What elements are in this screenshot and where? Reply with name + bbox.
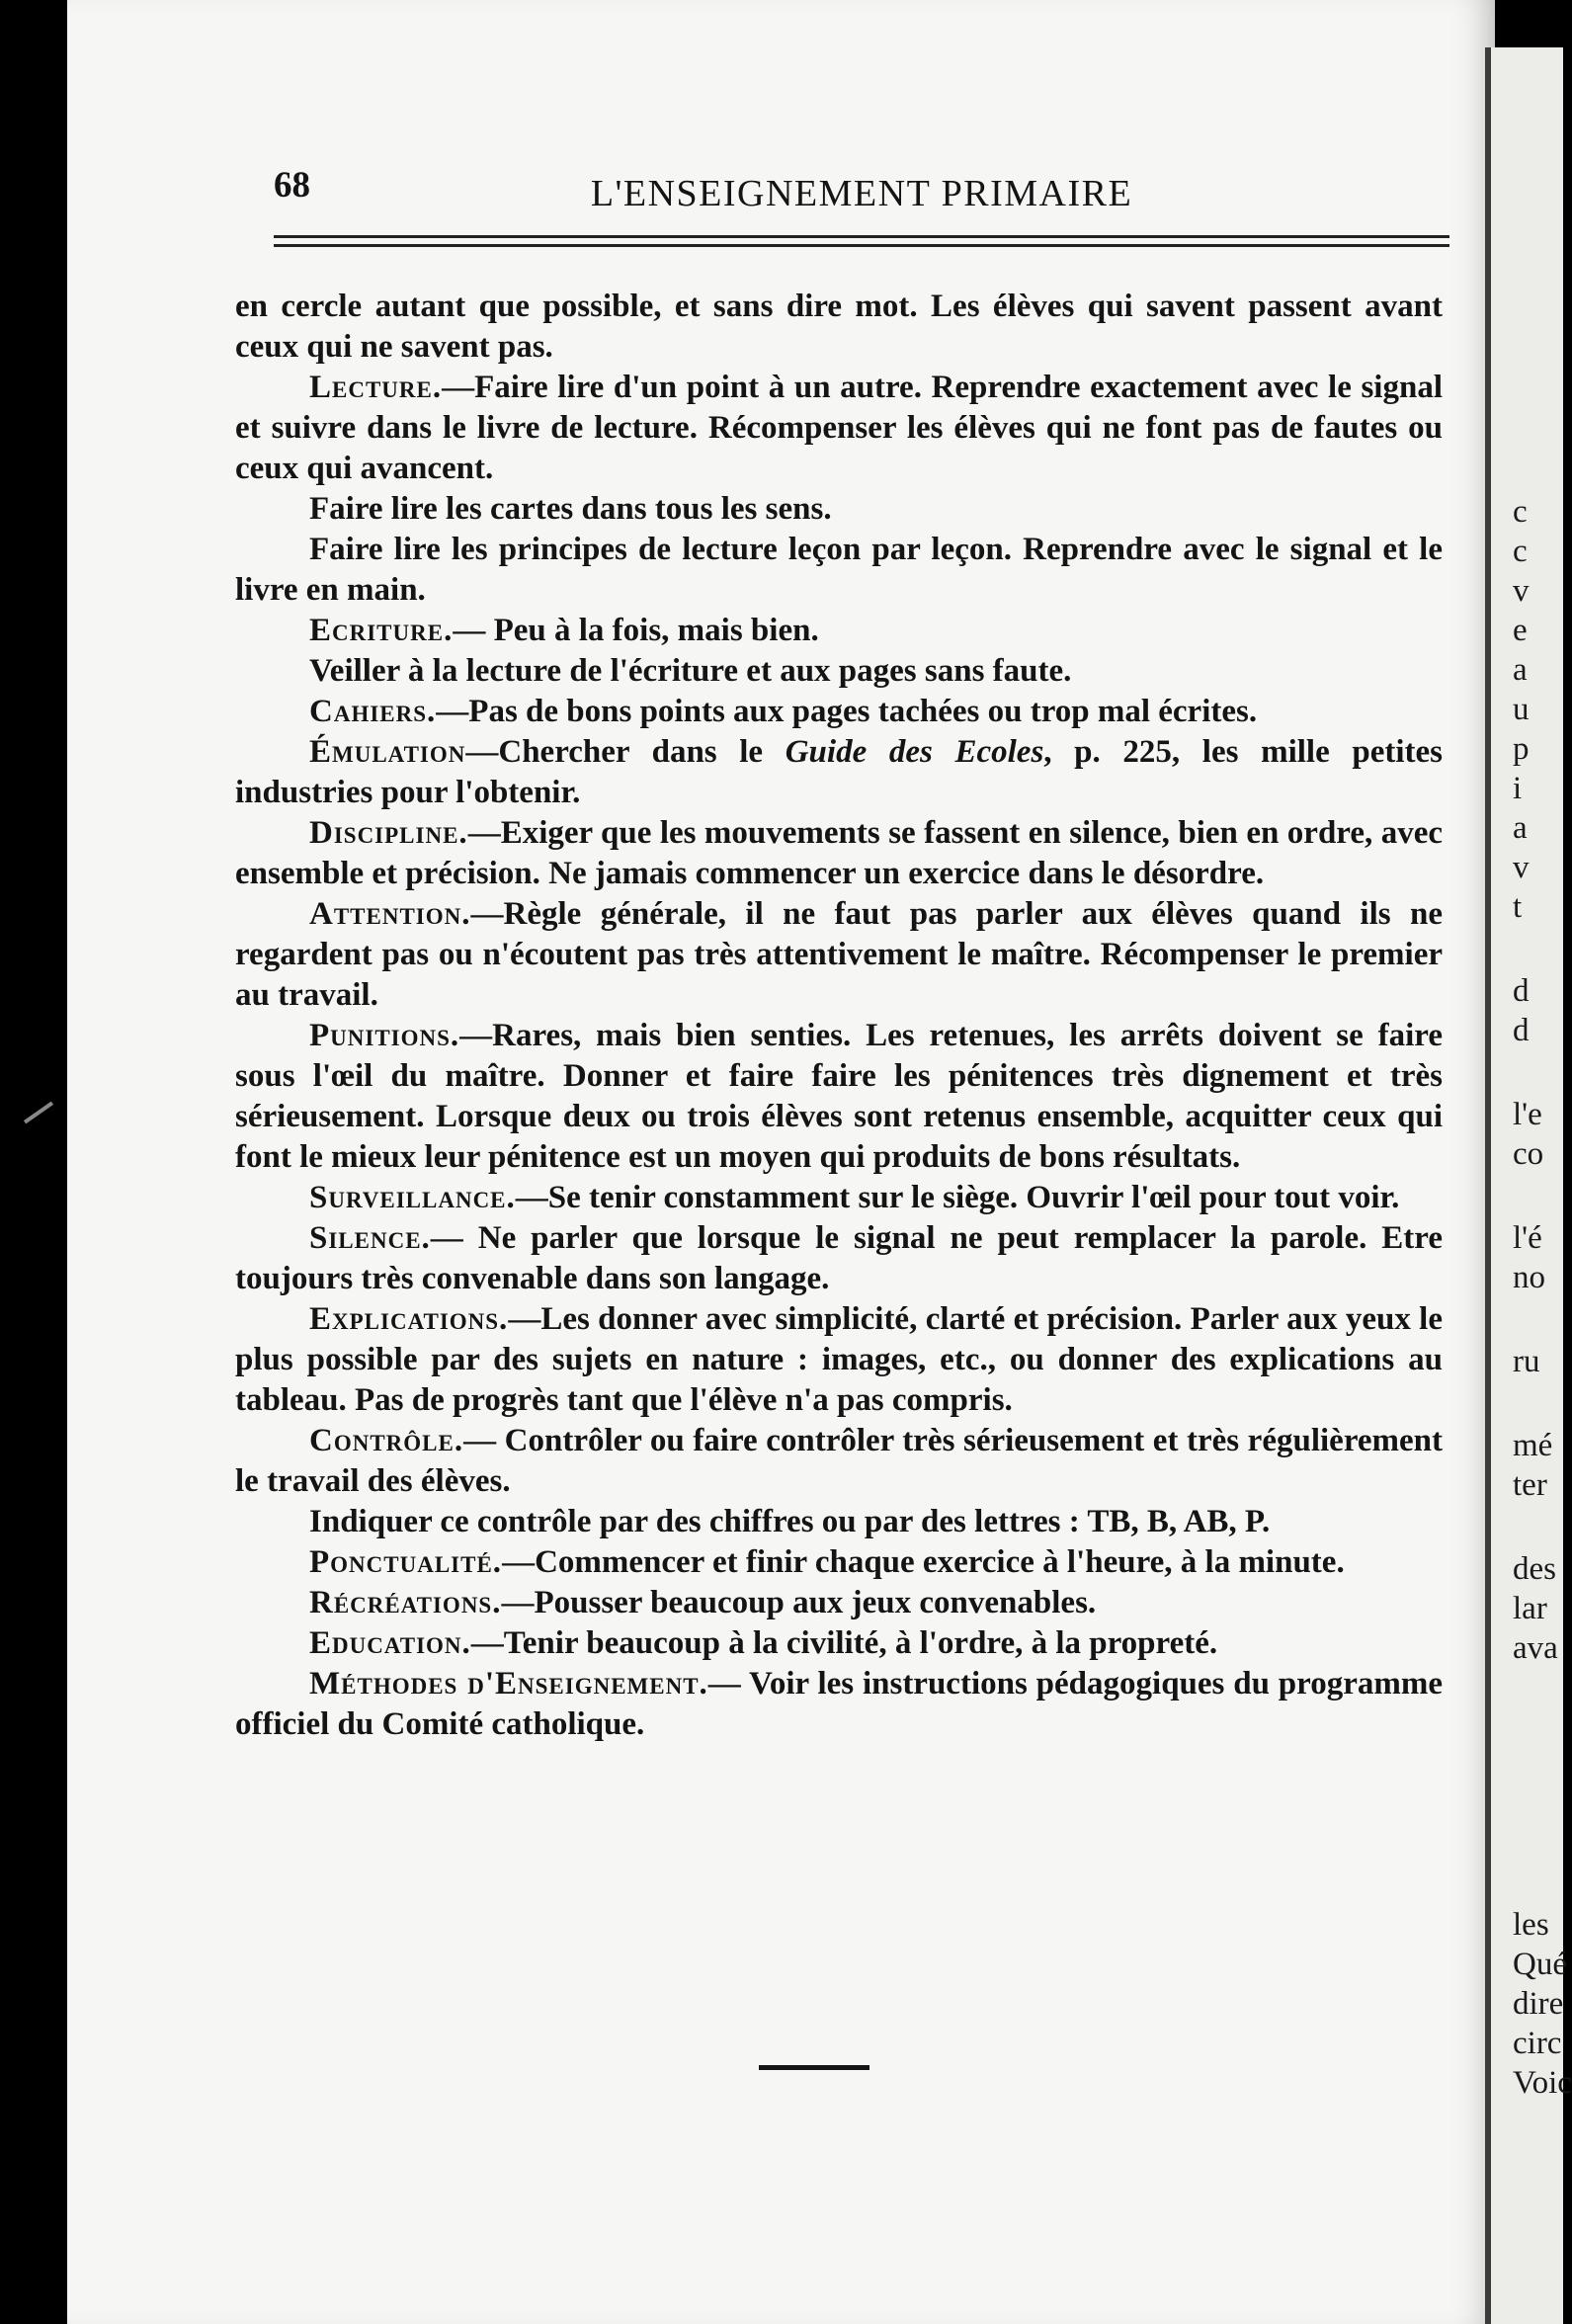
paragraph xyxy=(235,1299,1443,1421)
adjacent-page-text-fragment: ru xyxy=(1513,1344,1540,1379)
paragraph xyxy=(235,1016,1443,1178)
paragraph-text: en cercle autant que possible, et sans dire mot. Les élèves qui savent passent avant ceux qui ne savent pas. xyxy=(235,289,1443,365)
paragraph-text: , p. 225, les mille petites industries pour l'obtenir. xyxy=(235,734,1443,810)
adjacent-page-text-fragment: d xyxy=(1513,1013,1530,1048)
paragraph-heading: Méthodes d'Enseignement. xyxy=(309,1666,708,1702)
paragraph-heading: Attention. xyxy=(309,896,471,932)
paragraph xyxy=(235,1218,1443,1299)
paragraph xyxy=(235,1421,1443,1502)
paragraph-heading: Discipline. xyxy=(309,815,468,851)
paragraph-heading: Silence. xyxy=(309,1220,431,1256)
adjacent-page-text-fragment: mé xyxy=(1513,1428,1553,1463)
paragraph-heading: Surveillance. xyxy=(309,1180,516,1215)
adjacent-page-text-fragment: a xyxy=(1513,810,1528,846)
adjacent-page-text-fragment: dire xyxy=(1513,1986,1564,2022)
adjacent-page-text-fragment: l'e xyxy=(1513,1097,1542,1132)
adjacent-page-text-fragment: v xyxy=(1513,850,1530,885)
header-rule-top xyxy=(274,235,1449,238)
paragraph-heading: Récréations. xyxy=(309,1585,502,1620)
paragraph-heading: Émulation xyxy=(309,734,466,770)
adjacent-page-text-fragment: i xyxy=(1513,771,1523,806)
paragraph xyxy=(235,1542,1443,1583)
paragraph-heading: Contrôle. xyxy=(309,1423,464,1458)
adjacent-page-text-fragment: v xyxy=(1513,573,1530,609)
paragraph xyxy=(235,1502,1443,1542)
paragraph xyxy=(235,368,1443,489)
paragraph-text: —Exiger que les mouvements se fassent en silence, bien en ordre, avec ensemble et précision. Ne jamais commencer un exercice dans le désordre. xyxy=(235,815,1443,891)
paragraph xyxy=(235,611,1443,651)
adjacent-page-text-fragment: c xyxy=(1513,494,1528,530)
paragraph-heading: Explications. xyxy=(309,1301,509,1337)
body-text xyxy=(235,287,1443,1745)
margin-pencil-mark xyxy=(24,1102,53,1124)
adjacent-page-text-fragment: t xyxy=(1513,889,1523,925)
paragraph-text: —Les donner avec simplicité, clarté et précision. Parler aux yeux le plus possible par des sujets en nature : images, etc., ou donner des explications au tableau. Pas de progrès tant que l'élève n'a pas compris. xyxy=(235,1301,1443,1418)
book-title-italic: Guide des Ecoles xyxy=(785,734,1044,770)
paragraph-text: Veiller à la lecture de l'écriture et aux pages sans faute. xyxy=(309,653,1072,689)
adjacent-page-text-fragment: des xyxy=(1513,1551,1556,1587)
paragraph-text: — Peu à la fois, mais bien. xyxy=(453,613,819,648)
paragraph-text: —Pas de bons points aux pages tachées ou trop mal écrites. xyxy=(436,694,1258,729)
paragraph xyxy=(235,692,1443,732)
paragraph xyxy=(235,1178,1443,1218)
paragraph-heading: Ponctualité. xyxy=(309,1544,503,1580)
paragraph xyxy=(235,1583,1443,1623)
header-rule-bottom xyxy=(274,244,1449,247)
adjacent-page-text-fragment: lar xyxy=(1513,1591,1547,1626)
adjacent-page-text-fragment: ava xyxy=(1513,1630,1558,1666)
paragraph xyxy=(235,530,1443,611)
paragraph xyxy=(235,651,1443,692)
paragraph-text: —Pousser beaucoup aux jeux convenables. xyxy=(501,1585,1097,1620)
adjacent-page-text-fragment: ter xyxy=(1513,1467,1547,1503)
adjacent-page-text-fragment: e xyxy=(1513,613,1528,648)
paragraph xyxy=(235,1623,1443,1664)
adjacent-page-edge xyxy=(1485,47,1572,2324)
paragraph-text: Indiquer ce contrôle par des chiffres ou par des lettres : TB, B, AB, P. xyxy=(309,1504,1271,1539)
paragraph-text: —Rares, mais bien senties. Les retenues, les arrêts doivent se faire sous l'œil du maître. Donner et faire faire les pénitences très dignement et très sérieusement. Lorsque deux ou trois élèves sont retenus ensemble, acquitter ceux qui font le mieux leur pénitence est un moyen qui produits de bons résultats. xyxy=(235,1018,1443,1175)
paragraph-heading: Punitions. xyxy=(309,1018,460,1053)
running-title: L'ENSEIGNEMENT PRIMAIRE xyxy=(590,173,1133,214)
adjacent-page-text-fragment: c xyxy=(1513,534,1528,569)
paragraph-text: Faire lire les principes de lecture leçon par leçon. Reprendre avec le signal et le livre en main. xyxy=(235,532,1443,608)
adjacent-page-text-fragment: Qué xyxy=(1513,1947,1567,1982)
paragraph-text: —Commencer et finir chaque exercice à l'heure, à la minute. xyxy=(502,1544,1345,1580)
paragraph-heading: Ecriture. xyxy=(309,613,454,648)
paragraph xyxy=(235,894,1443,1016)
paragraph xyxy=(235,489,1443,530)
paragraph-text: — Contrôler ou faire contrôler très sérieusement et très régulièrement le travail des élèves. xyxy=(235,1423,1443,1499)
adjacent-page-text-fragment: no xyxy=(1513,1260,1545,1295)
paragraph-text: Faire lire les cartes dans tous les sens. xyxy=(309,491,832,527)
paragraph-text: — Ne parler que lorsque le signal ne peut remplacer la parole. Etre toujours très convenable dans son langage. xyxy=(235,1220,1443,1296)
end-rule xyxy=(759,2065,869,2070)
adjacent-page-text-fragment: p xyxy=(1513,731,1530,767)
adjacent-page-text-fragment: Voic xyxy=(1513,2065,1572,2101)
paragraph xyxy=(235,287,1443,368)
adjacent-page-text-fragment: a xyxy=(1513,652,1528,688)
page-header xyxy=(274,164,1449,223)
adjacent-page-text-fragment: d xyxy=(1513,973,1530,1009)
adjacent-page-text-fragment: les xyxy=(1513,1907,1549,1943)
adjacent-page-text-fragment: circ xyxy=(1513,2026,1562,2061)
paragraph-heading: Cahiers. xyxy=(309,694,437,729)
page-number: 68 xyxy=(274,165,310,206)
paragraph-text: —Se tenir constamment sur le siège. Ouvrir l'œil pour tout voir. xyxy=(515,1180,1400,1215)
paragraph xyxy=(235,1664,1443,1745)
adjacent-page-text-fragment: u xyxy=(1513,692,1530,727)
paragraph-text: —Faire lire d'un point à un autre. Reprendre exactement avec le signal et suivre dans le livre de lecture. Récompenser les élèves qui ne font pas de fautes ou ceux qui avancent. xyxy=(235,370,1443,486)
paragraph-heading: Education. xyxy=(309,1625,471,1661)
paragraph-text: —Tenir beaucoup à la civilité, à l'ordre, à la propreté. xyxy=(470,1625,1218,1661)
paragraph-text: — Voir les instructions pédagogiques du programme officiel du Comité catholique. xyxy=(235,1666,1443,1742)
paragraph-text: —Règle générale, il ne faut pas parler aux élèves quand ils ne regardent pas ou n'écoutent pas très attentivement le maître. Récompenser le premier au travail. xyxy=(235,896,1443,1013)
paragraph-text: —Chercher dans le xyxy=(465,734,786,770)
paragraph xyxy=(235,732,1443,813)
adjacent-page-text-fragment: co xyxy=(1513,1136,1544,1172)
paragraph xyxy=(235,813,1443,894)
adjacent-page-text-fragment: l'é xyxy=(1513,1220,1542,1256)
paragraph-heading: Lecture. xyxy=(309,370,443,405)
